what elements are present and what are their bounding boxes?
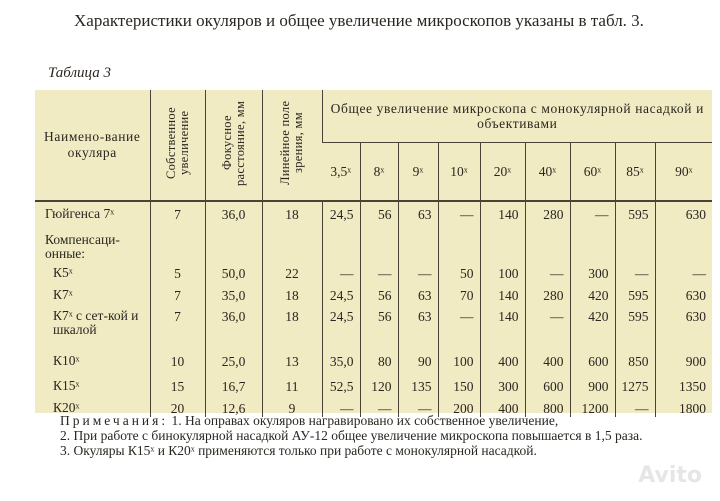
cell-total-mag: 140 xyxy=(480,201,525,228)
header-focal xyxy=(205,90,262,201)
cell-field: 18 xyxy=(262,201,322,228)
cell-total-mag: 63 xyxy=(398,283,438,304)
cell-total-mag: 1275 xyxy=(615,374,655,396)
header-objective: 20ˣ xyxy=(480,143,525,202)
table-row xyxy=(35,349,712,374)
cell-total-mag: — xyxy=(525,304,570,349)
cell-focal: 36,0 xyxy=(205,201,262,228)
cell-total-mag: 595 xyxy=(615,304,655,349)
cell-own-mag: 5 xyxy=(150,261,205,283)
cell-own-mag: 20 xyxy=(150,396,205,417)
header-objective: 60ˣ xyxy=(570,143,615,202)
cell-total-mag: 300 xyxy=(480,374,525,396)
cell-own-mag: 7 xyxy=(150,304,205,349)
cell-field: 18 xyxy=(262,283,322,304)
header-focal-text: Фокусное расстояние, мм xyxy=(219,100,247,186)
header-name xyxy=(35,90,150,201)
header-objective: 90ˣ xyxy=(655,143,712,202)
header-name-text: Наимено-вание окуляра xyxy=(44,129,141,160)
cell-total-mag: 63 xyxy=(398,304,438,349)
header-objective: 40ˣ xyxy=(525,143,570,202)
cell-total-mag: 1200 xyxy=(570,396,615,417)
header-objective: 3,5ˣ xyxy=(322,143,360,202)
cell-total-mag: 140 xyxy=(480,304,525,349)
cell-own-mag xyxy=(150,228,205,261)
cell-total-mag: 800 xyxy=(525,396,570,417)
cell-total-mag: — xyxy=(615,396,655,417)
note-2: 2. При работе с бинокулярной насадкой АУ-12 общее увеличение микроскопа повышается в 1,5 раза. xyxy=(60,428,643,443)
note-1: 1. На оправах окуляров награвировано их собственное увеличение, xyxy=(171,413,559,428)
cell-focal: 25,0 xyxy=(205,349,262,374)
cell-focal: 12,6 xyxy=(205,396,262,417)
cell-field: 9 xyxy=(262,396,322,417)
table-row xyxy=(35,283,712,304)
cell-eyepiece-name: Компенсаци-онные: xyxy=(45,232,120,261)
intro-paragraph: Характеристики окуляров и общее увеличение микроскопов указаны в табл. 3. xyxy=(74,11,644,30)
cell-total-mag: 63 xyxy=(398,201,438,228)
cell-field xyxy=(262,228,322,261)
cell-own-mag: 7 xyxy=(150,201,205,228)
header-group: Общее увеличение микроскопа с монокулярной насадкой и объективами xyxy=(322,90,712,143)
cell-total-mag: 400 xyxy=(480,396,525,417)
cell-field: 18 xyxy=(262,304,322,349)
cell-total-mag: 630 xyxy=(655,283,712,304)
cell-total-mag: 56 xyxy=(360,304,398,349)
cell-eyepiece-name: Гюйгенса 7ˣ xyxy=(45,206,115,221)
cell-total-mag: 1800 xyxy=(655,396,712,417)
cell-total-mag: 90 xyxy=(398,349,438,374)
table-row xyxy=(35,261,712,283)
cell-total-mag: — xyxy=(360,261,398,283)
cell-total-mag: 100 xyxy=(438,349,480,374)
cell-total-mag xyxy=(615,228,655,261)
cell-own-mag: 10 xyxy=(150,349,205,374)
table-row xyxy=(35,304,712,349)
header-objective: 85ˣ xyxy=(615,143,655,202)
cell-eyepiece-name: К7ˣ с сет-кой и шкалой xyxy=(53,308,139,337)
cell-total-mag: 140 xyxy=(480,283,525,304)
cell-focal: 35,0 xyxy=(205,283,262,304)
cell-total-mag: 1350 xyxy=(655,374,712,396)
cell-total-mag: 300 xyxy=(570,261,615,283)
cell-total-mag: 600 xyxy=(525,374,570,396)
cell-own-mag: 7 xyxy=(150,283,205,304)
cell-total-mag: 280 xyxy=(525,283,570,304)
cell-eyepiece-name: К15ˣ xyxy=(53,378,80,393)
cell-total-mag: 400 xyxy=(480,349,525,374)
cell-total-mag: 80 xyxy=(360,349,398,374)
cell-total-mag xyxy=(360,228,398,261)
cell-total-mag: 56 xyxy=(360,201,398,228)
cell-focal: 16,7 xyxy=(205,374,262,396)
notes-label: Примечания: xyxy=(60,413,169,428)
cell-total-mag: 50 xyxy=(438,261,480,283)
header-objective: 9ˣ xyxy=(398,143,438,202)
cell-total-mag: — xyxy=(525,261,570,283)
header-objective: 10ˣ xyxy=(438,143,480,202)
header-own-mag-text: Собственное увеличение xyxy=(163,107,191,179)
cell-total-mag: — xyxy=(322,396,360,417)
cell-total-mag xyxy=(480,228,525,261)
cell-focal xyxy=(205,228,262,261)
cell-focal: 50,0 xyxy=(205,261,262,283)
cell-total-mag xyxy=(655,228,712,261)
cell-total-mag: 630 xyxy=(655,201,712,228)
cell-eyepiece-name: К10ˣ xyxy=(53,353,80,368)
cell-total-mag: 56 xyxy=(360,283,398,304)
cell-total-mag: 420 xyxy=(570,283,615,304)
cell-total-mag: — xyxy=(570,201,615,228)
cell-total-mag: 24,5 xyxy=(322,283,360,304)
notes xyxy=(40,413,700,458)
cell-field: 13 xyxy=(262,349,322,374)
cell-total-mag: — xyxy=(322,261,360,283)
cell-total-mag: — xyxy=(438,201,480,228)
cell-total-mag: 120 xyxy=(360,374,398,396)
header-field xyxy=(262,90,322,201)
eyepiece-table xyxy=(35,90,712,416)
cell-total-mag: 52,5 xyxy=(322,374,360,396)
cell-total-mag: — xyxy=(615,261,655,283)
table-row xyxy=(35,374,712,396)
cell-total-mag: 280 xyxy=(525,201,570,228)
table-row xyxy=(35,201,712,228)
cell-total-mag: 400 xyxy=(525,349,570,374)
table-caption: Таблица 3 xyxy=(48,65,111,81)
cell-focal: 36,0 xyxy=(205,304,262,349)
cell-total-mag xyxy=(438,228,480,261)
cell-total-mag: 420 xyxy=(570,304,615,349)
cell-eyepiece-name: К20ˣ xyxy=(53,400,80,415)
header-objective: 8ˣ xyxy=(360,143,398,202)
cell-total-mag xyxy=(398,228,438,261)
cell-eyepiece-name: К5ˣ xyxy=(53,265,73,280)
cell-total-mag: 595 xyxy=(615,201,655,228)
cell-total-mag: 630 xyxy=(655,304,712,349)
cell-total-mag: 600 xyxy=(570,349,615,374)
cell-total-mag: 850 xyxy=(615,349,655,374)
cell-total-mag: 35,0 xyxy=(322,349,360,374)
cell-total-mag: 900 xyxy=(570,374,615,396)
cell-total-mag: 24,5 xyxy=(322,304,360,349)
cell-total-mag: — xyxy=(360,396,398,417)
cell-field: 22 xyxy=(262,261,322,283)
cell-total-mag xyxy=(322,228,360,261)
cell-own-mag: 15 xyxy=(150,374,205,396)
cell-total-mag: — xyxy=(398,261,438,283)
cell-total-mag: — xyxy=(398,396,438,417)
cell-total-mag xyxy=(525,228,570,261)
cell-total-mag: 595 xyxy=(615,283,655,304)
table-row xyxy=(35,228,712,261)
cell-total-mag xyxy=(570,228,615,261)
cell-eyepiece-name: К7ˣ xyxy=(53,287,73,302)
cell-total-mag: 150 xyxy=(438,374,480,396)
header-field-text: Линейное поле зрения, мм xyxy=(278,100,305,186)
header-own-mag xyxy=(150,90,205,201)
avito-watermark-logo: Avito xyxy=(638,463,702,488)
cell-total-mag: 70 xyxy=(438,283,480,304)
cell-total-mag: 100 xyxy=(480,261,525,283)
cell-total-mag: — xyxy=(438,304,480,349)
cell-total-mag: 900 xyxy=(655,349,712,374)
cell-total-mag: 135 xyxy=(398,374,438,396)
cell-total-mag: 24,5 xyxy=(322,201,360,228)
cell-total-mag: — xyxy=(655,261,712,283)
cell-total-mag: 200 xyxy=(438,396,480,417)
cell-field: 11 xyxy=(262,374,322,396)
note-3: 3. Окуляры К15ˣ и К20ˣ применяются только при работе с монокулярной насадкой. xyxy=(60,443,537,458)
